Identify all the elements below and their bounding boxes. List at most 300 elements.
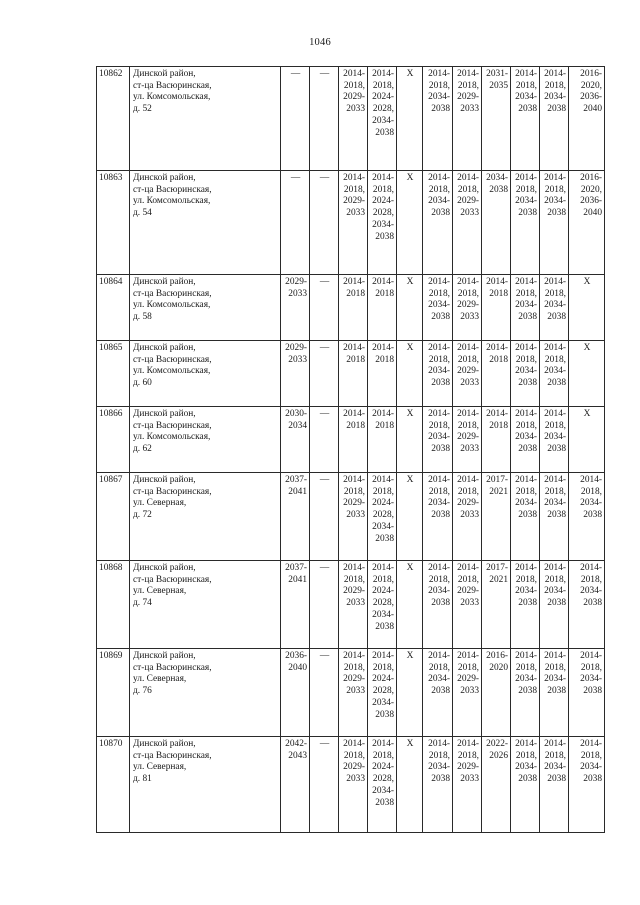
period-cell [368, 561, 397, 649]
period-line: 2040 [583, 104, 602, 115]
period-cell [281, 275, 310, 341]
period-line: 2034- [580, 762, 602, 773]
period-line: 2029- [285, 343, 307, 353]
period-line: 2014- [343, 343, 365, 353]
address-line: ст-ца Васюринская, [133, 662, 212, 673]
address-line: д. 58 [133, 312, 152, 323]
period-line: 2034- [515, 300, 537, 311]
period-line: 2028, [372, 104, 394, 115]
address-line: д. 81 [133, 774, 152, 785]
period-line: 2014- [343, 651, 365, 661]
period-cell [397, 407, 423, 473]
period-cell [281, 561, 310, 649]
period-line: 2038 [583, 510, 602, 521]
period-line: 2014- [544, 563, 566, 573]
period-cell [339, 67, 368, 171]
period-line: 2022- [486, 739, 508, 749]
address-line: ст-ца Васюринская, [133, 574, 212, 585]
period-line: — [319, 173, 330, 183]
period-line: 2014- [372, 173, 394, 183]
period-cell [540, 341, 569, 407]
period-line: 2014- [343, 69, 365, 79]
period-cell [368, 171, 397, 275]
period-line: 2033 [288, 354, 307, 365]
table-row [97, 67, 605, 171]
period-cell [540, 171, 569, 275]
period-cell [368, 473, 397, 561]
address-line: ст-ца Васюринская, [133, 486, 212, 497]
period-line: 2034- [428, 674, 450, 685]
period-line: — [319, 69, 330, 79]
period-line: 2028, [372, 208, 394, 219]
address-line: Динской район, [133, 739, 196, 749]
period-line: 2014- [515, 277, 537, 287]
period-line: 2014- [544, 173, 566, 183]
period-cell [310, 341, 339, 407]
period-line: 2018, [343, 662, 365, 673]
period-line: 2018, [343, 486, 365, 497]
period-cell [339, 737, 368, 833]
period-line: 2018, [580, 486, 602, 497]
address-line: Динской район, [133, 173, 196, 183]
period-line: 2018, [580, 574, 602, 585]
period-line: 2018, [515, 486, 537, 497]
period-cell [281, 649, 310, 737]
address-line: ул. Комсомольская, [133, 196, 211, 207]
period-line: 2034- [544, 300, 566, 311]
period-line: 2029- [343, 196, 365, 207]
page-number: 1046 [309, 37, 331, 48]
period-cell [482, 407, 511, 473]
period-cell [453, 561, 482, 649]
period-cell [569, 649, 605, 737]
period-line: 2033 [460, 510, 479, 521]
period-cell [368, 67, 397, 171]
address-line: ст-ца Васюринская, [133, 288, 212, 299]
period-cell [540, 561, 569, 649]
period-cell [482, 275, 511, 341]
period-line: 2038 [375, 127, 394, 138]
table-row [97, 561, 605, 649]
address-line: д. 62 [133, 444, 152, 455]
period-cell [453, 171, 482, 275]
period-line: 2018, [428, 354, 450, 365]
period-cell [368, 407, 397, 473]
period-line: 2018 [489, 288, 508, 299]
period-line: 2014- [457, 277, 479, 287]
period-cell [281, 737, 310, 833]
period-line: 2018, [372, 184, 394, 195]
period-line: 2029- [457, 586, 479, 597]
period-line: 2016- [580, 173, 602, 183]
period-line: 2034 [288, 420, 307, 431]
period-line: 2014- [457, 563, 479, 573]
address-cell [130, 407, 281, 473]
period-line: 2034- [515, 92, 537, 103]
period-cell [423, 737, 453, 833]
period-line: 2018, [428, 574, 450, 585]
address-line: ул. Северная, [133, 498, 187, 509]
row-number-cell: 10865 [97, 341, 130, 407]
period-cell [339, 341, 368, 407]
period-line: X [583, 409, 591, 419]
period-line: 2014- [457, 343, 479, 353]
period-line: 2020, [580, 184, 602, 195]
period-line: 2038 [431, 774, 450, 785]
period-line: 2024- [372, 92, 394, 103]
period-line: 2014- [372, 277, 394, 287]
period-line: 2014- [515, 409, 537, 419]
period-line: 2034- [515, 586, 537, 597]
period-cell [482, 473, 511, 561]
period-cell [453, 473, 482, 561]
period-line: 2028, [372, 774, 394, 785]
period-line: 2018, [372, 486, 394, 497]
period-line: 2033 [460, 598, 479, 609]
period-line: 2014- [457, 69, 479, 79]
period-line: 2014- [544, 475, 566, 485]
address-line: ул. Северная, [133, 674, 187, 685]
period-line: 2018, [515, 750, 537, 761]
period-line: 2024- [372, 762, 394, 773]
period-line: 2038 [547, 208, 566, 219]
period-cell [339, 275, 368, 341]
period-cell [310, 473, 339, 561]
address-cell [130, 341, 281, 407]
period-line: 2018, [544, 574, 566, 585]
period-line: 2038 [547, 444, 566, 455]
period-cell [397, 171, 423, 275]
period-line: 2038 [518, 208, 537, 219]
period-cell [540, 407, 569, 473]
period-line: 2018, [457, 486, 479, 497]
period-line: 2038 [518, 312, 537, 323]
period-line: 2038 [518, 444, 537, 455]
period-line: 2038 [431, 312, 450, 323]
address-line: ст-ца Васюринская, [133, 420, 212, 431]
period-cell [453, 275, 482, 341]
period-line: 2018, [515, 80, 537, 91]
period-line: 2014- [515, 69, 537, 79]
period-line: 2029- [343, 674, 365, 685]
period-line: 2038 [375, 621, 394, 632]
period-cell [482, 737, 511, 833]
row-number-cell: 10866 [97, 407, 130, 473]
period-line: 2018, [372, 662, 394, 673]
period-cell [482, 649, 511, 737]
period-line: 2018, [428, 80, 450, 91]
period-cell [569, 67, 605, 171]
period-line: 2014- [428, 69, 450, 79]
period-line: 2029- [457, 498, 479, 509]
period-line: 2014- [544, 69, 566, 79]
period-line: 2040 [288, 662, 307, 673]
period-line: 2018, [515, 288, 537, 299]
period-line: 2043 [288, 750, 307, 761]
period-cell [569, 171, 605, 275]
period-line: 2029- [343, 762, 365, 773]
period-cell [569, 341, 605, 407]
period-line: 2034- [544, 498, 566, 509]
period-line: 2038 [547, 598, 566, 609]
period-line: 2018, [343, 574, 365, 585]
schedule-table-container [96, 66, 604, 833]
period-line: 2034- [515, 432, 537, 443]
period-cell [482, 341, 511, 407]
period-line: — [319, 409, 330, 419]
period-cell [310, 67, 339, 171]
period-line: 2018, [580, 662, 602, 673]
period-line: 2014- [515, 563, 537, 573]
address-line: д. 52 [133, 104, 152, 115]
period-line: 2014- [544, 277, 566, 287]
period-line: 2024- [372, 196, 394, 207]
period-line: 2037- [285, 563, 307, 573]
period-line: 2014- [372, 651, 394, 661]
period-line: 2034- [428, 586, 450, 597]
period-line: 2018, [544, 662, 566, 673]
period-line: 2018, [343, 80, 365, 91]
period-line: 2034- [544, 432, 566, 443]
period-line: 2038 [547, 510, 566, 521]
period-cell [569, 737, 605, 833]
period-line: 2029- [457, 674, 479, 685]
period-cell [397, 561, 423, 649]
period-line: 2033 [460, 774, 479, 785]
table-row [97, 737, 605, 833]
period-cell [310, 171, 339, 275]
period-cell [423, 649, 453, 737]
period-line: 2014- [428, 409, 450, 419]
table-row [97, 407, 605, 473]
period-line: 2014- [372, 739, 394, 749]
period-line: 2026 [489, 750, 508, 761]
address-cell [130, 171, 281, 275]
period-line: 2018, [372, 80, 394, 91]
period-line: 2014- [428, 475, 450, 485]
period-cell [281, 341, 310, 407]
period-cell [511, 561, 540, 649]
period-line: 2028, [372, 510, 394, 521]
period-line: — [290, 173, 301, 183]
period-line: 2036- [580, 92, 602, 103]
period-line: 2033 [346, 208, 365, 219]
period-line: 2034- [515, 366, 537, 377]
period-line: 2014- [428, 277, 450, 287]
period-line: 2018, [544, 750, 566, 761]
period-line: 2034- [428, 432, 450, 443]
period-cell [540, 649, 569, 737]
period-line: 2014- [580, 475, 602, 485]
period-line: 2014- [343, 739, 365, 749]
period-line: 2018, [457, 288, 479, 299]
period-line: 2038 [547, 104, 566, 115]
period-line: 2028, [372, 686, 394, 697]
address-line: Динской район, [133, 563, 196, 573]
period-cell [339, 473, 368, 561]
address-line: д. 72 [133, 510, 152, 521]
address-line: ул. Комсомольская, [133, 366, 211, 377]
period-line: 2033 [460, 444, 479, 455]
period-line: 2018 [346, 288, 365, 299]
period-line: 2038 [518, 510, 537, 521]
period-line: 2017- [486, 475, 508, 485]
period-line: 2018, [372, 574, 394, 585]
schedule-table [96, 66, 605, 833]
period-line: 2018, [544, 80, 566, 91]
period-line: 2038 [431, 378, 450, 389]
period-cell [569, 275, 605, 341]
address-cell [130, 737, 281, 833]
period-cell [368, 341, 397, 407]
period-cell [339, 171, 368, 275]
period-line: 2029- [457, 762, 479, 773]
address-line: ул. Северная, [133, 586, 187, 597]
period-line: 2018, [457, 80, 479, 91]
period-line: 2024- [372, 498, 394, 509]
period-cell [540, 737, 569, 833]
address-line: Динской район, [133, 343, 196, 353]
period-cell [423, 561, 453, 649]
period-line: X [406, 277, 414, 287]
period-cell [423, 341, 453, 407]
period-line: 2041 [288, 574, 307, 585]
period-line: 2018 [489, 354, 508, 365]
period-line: 2030- [285, 409, 307, 419]
period-line: 2042- [285, 739, 307, 749]
period-line: 2014- [486, 409, 508, 419]
period-cell [569, 473, 605, 561]
table-row [97, 275, 605, 341]
address-line: Динской район, [133, 409, 196, 419]
period-line: 2014- [457, 651, 479, 661]
address-line: ст-ца Васюринская, [133, 354, 212, 365]
period-line: 2038 [518, 774, 537, 785]
period-line: 2018, [457, 750, 479, 761]
address-cell [130, 649, 281, 737]
address-line: ст-ца Васюринская, [133, 184, 212, 195]
period-line: 2033 [346, 104, 365, 115]
period-line: 2018 [375, 420, 394, 431]
period-line: 2034- [580, 674, 602, 685]
period-line: 2014- [580, 651, 602, 661]
period-cell [423, 275, 453, 341]
period-line: 2018, [544, 184, 566, 195]
period-line: 2040 [583, 208, 602, 219]
period-line: 2014- [457, 409, 479, 419]
table-row [97, 473, 605, 561]
row-number-cell: 10864 [97, 275, 130, 341]
period-cell [397, 67, 423, 171]
period-cell [281, 171, 310, 275]
period-cell [423, 407, 453, 473]
period-cell [511, 341, 540, 407]
period-line: 2034- [515, 674, 537, 685]
period-line: X [406, 739, 414, 749]
period-line: 2018, [428, 184, 450, 195]
period-cell [397, 473, 423, 561]
period-cell [569, 561, 605, 649]
period-line: X [406, 343, 414, 353]
period-line: 2014- [457, 739, 479, 749]
period-line: 2029- [457, 366, 479, 377]
period-cell [540, 67, 569, 171]
period-cell [482, 67, 511, 171]
period-line: 2036- [285, 651, 307, 661]
period-line: 2038 [518, 686, 537, 697]
period-line: 2018, [515, 420, 537, 431]
period-cell [511, 67, 540, 171]
period-line: 2038 [547, 686, 566, 697]
period-line: X [406, 173, 414, 183]
period-line: 2034- [544, 92, 566, 103]
period-line: 2038 [375, 533, 394, 544]
period-line: 2014- [343, 409, 365, 419]
period-cell [368, 737, 397, 833]
period-line: 2016- [580, 69, 602, 79]
period-line: 2014- [343, 277, 365, 287]
period-line: 2033 [460, 208, 479, 219]
period-line: X [583, 277, 591, 287]
address-line: ул. Комсомольская, [133, 432, 211, 443]
period-line: 2018 [346, 354, 365, 365]
period-line: 2014- [544, 651, 566, 661]
period-line: 2033 [346, 774, 365, 785]
period-line: 2033 [288, 288, 307, 299]
period-line: 2038 [431, 104, 450, 115]
period-line: 2034- [544, 674, 566, 685]
period-line: 2033 [346, 510, 365, 521]
period-line: 2017- [486, 563, 508, 573]
period-cell [423, 171, 453, 275]
row-number-cell: 10870 [97, 737, 130, 833]
period-line: X [406, 69, 414, 79]
period-line: 2038 [518, 104, 537, 115]
period-line: 2034- [428, 366, 450, 377]
period-line: 2034- [428, 300, 450, 311]
period-cell [540, 473, 569, 561]
period-line: 2029- [457, 432, 479, 443]
row-number-cell: 10869 [97, 649, 130, 737]
period-line: 2018, [515, 354, 537, 365]
period-line: 2038 [375, 709, 394, 720]
period-line: 2018, [544, 354, 566, 365]
period-line: 2018, [428, 420, 450, 431]
period-cell [397, 275, 423, 341]
address-cell [130, 275, 281, 341]
period-line: 2028, [372, 598, 394, 609]
period-line: 2018, [457, 184, 479, 195]
period-cell [397, 649, 423, 737]
period-cell [423, 473, 453, 561]
period-line: 2016- [486, 651, 508, 661]
period-line: 2033 [346, 598, 365, 609]
period-line: 2021 [489, 486, 508, 497]
period-line: 2014- [428, 651, 450, 661]
period-line: 2034- [372, 521, 394, 532]
period-line: 2020, [580, 80, 602, 91]
period-line: 2018, [544, 486, 566, 497]
period-cell [453, 341, 482, 407]
period-line: 2034- [372, 609, 394, 620]
period-line: 2033 [460, 378, 479, 389]
period-line: — [319, 739, 330, 749]
period-line: 2029- [285, 277, 307, 287]
period-line: 2014- [343, 173, 365, 183]
table-row [97, 341, 605, 407]
row-number-cell: 10868 [97, 561, 130, 649]
period-line: 2018, [428, 288, 450, 299]
